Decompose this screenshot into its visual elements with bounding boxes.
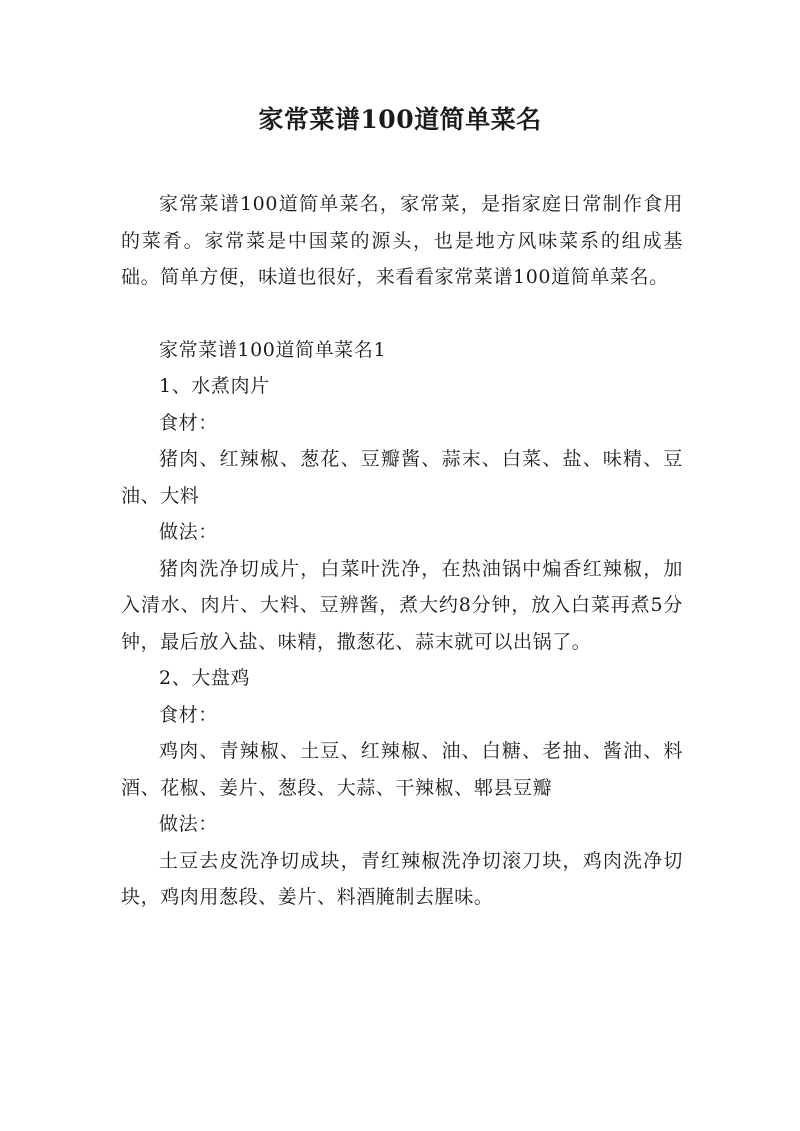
document-body — [121, 186, 683, 916]
recipe-1-method-label: 做法： — [159, 521, 218, 543]
recipe-2-method-label: 做法： — [159, 813, 218, 835]
document-title: 家常菜谱100道简单菜名 — [258, 105, 542, 134]
recipe-2-ingredients-label: 食材： — [159, 703, 218, 726]
recipe-2-method: 土豆去皮洗净切成块，青红辣椒洗净切滚刀块，鸡肉洗净切块，鸡肉用葱段、姜片、料酒腌制去腥味。 — [121, 849, 683, 908]
paragraph-spacer — [121, 296, 683, 332]
recipe-1-ingredients-label: 食材： — [159, 411, 218, 434]
recipe-1-ingredients: 猪肉、红辣椒、葱花、豆瓣酱、蒜末、白菜、盐、味精、豆油、大料 — [121, 448, 683, 507]
section-heading: 家常菜谱100道简单菜名1 — [159, 338, 387, 361]
recipe-2-name: 2、大盘鸡 — [159, 667, 251, 689]
recipe-1-method: 猪肉洗净切成片，白菜叶洗净，在热油锅中煸香红辣椒，加入清水、肉片、大料、豆辨酱，煮大约8分钟，放入白菜再煮5分钟，最后放入盐、味精，撒葱花、蒜末就可以出锅了。 — [121, 557, 683, 653]
recipe-2-ingredients: 鸡肉、青辣椒、土豆、红辣椒、油、白糖、老抽、酱油、料酒、花椒、姜片、葱段、大蒜、干辣椒、郫县豆瓣 — [121, 740, 683, 799]
recipe-1-name: 1、水煮肉片 — [159, 375, 270, 397]
intro-paragraph: 家常菜谱100道简单菜名，家常菜，是指家庭日常制作食用的菜肴。家常菜是中国菜的源头，也是地方风味菜系的组成基础。简单方便，味道也很好，来看看家常菜谱100道简单菜名。 — [121, 193, 683, 288]
